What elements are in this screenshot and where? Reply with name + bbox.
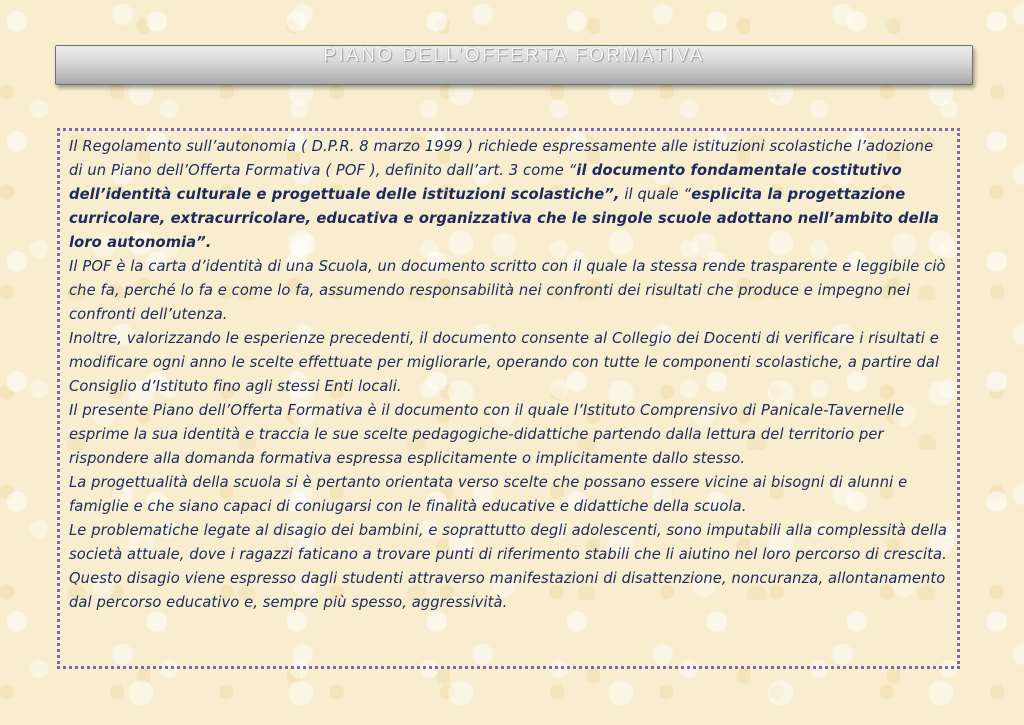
paragraph-5: La progettualità della scuola si è pertanto orientata verso scelte che possano essere vicine ai bisogni di alunni e famiglie e che siano capaci di coniugarsi con le finalità educative e didattiche della scuola. <box>69 474 908 515</box>
paragraph-1-bold-definition: il documento fondamentale costitutivo dell’identità culturale e progettuale delle istituzioni scolastiche”, <box>69 162 902 203</box>
paragraph-6: Le problematiche legate al disagio dei bambini, e soprattutto degli adolescenti, sono imputabili alla complessità della società attuale, dove i ragazzi faticano a trovare punti di riferimento stabili che li aiutino nel loro percorso di crescita. Questo disagio viene espresso dagli studenti attraverso manifestazioni di disattenzione, noncuranza, allontanamento dal percorso educativo e, sempre più spesso, aggressività. <box>69 522 947 611</box>
paragraph-1-intro: Il Regolamento sull’autonomia ( D.P.R. 8 marzo 1999 ) richiede espressamente alle istituzioni scolastiche l’adozione di un Piano dell’Offerta Formativa ( POF ), definito dall’art. 3 come “ <box>69 138 934 179</box>
paragraph-3: Inoltre, valorizzando le esperienze precedenti, il documento consente al Collegio dei Docenti di verificare i risultati e modificare ogni anno le scelte effettuate per migliorarle, operando con tutte le componenti scolastiche, a partire dal Consiglio d’Istituto fino agli stessi Enti locali. <box>69 330 940 395</box>
body-text <box>69 135 949 615</box>
content-box <box>57 128 960 669</box>
paragraph-2: Il POF è la carta d’identità di una Scuola, un documento scritto con il quale la stessa rende trasparente e leggibile ciò che fa, perché lo fa e come lo fa, assumendo responsabilità nei confronti dei risultati che produce e impegno nei confronti dell’utenza. <box>69 258 946 323</box>
title-bar <box>55 45 973 85</box>
paragraph-4: Il presente Piano dell’Offerta Formativa è il documento con il quale l’Istituto Comprensivo di Panicale-Tavernelle esprime la sua identità e traccia le sue scelte pedagogiche-didattiche partendo dalla lettura del territorio per rispondere alla domanda formativa espressa esplicitamente o implicitamente dallo stesso. <box>69 402 905 467</box>
paragraph-1-connector: il quale “ <box>619 186 692 203</box>
page-title: PIANO DELL’OFFERTA FORMATIVA <box>323 45 705 66</box>
paragraph-1-bold-explanation: esplicita la progettazione curricolare, extracurricolare, educativa e organizzativa che le singole scuole adottano nell’ambito della loro autonomia”. <box>69 186 939 251</box>
